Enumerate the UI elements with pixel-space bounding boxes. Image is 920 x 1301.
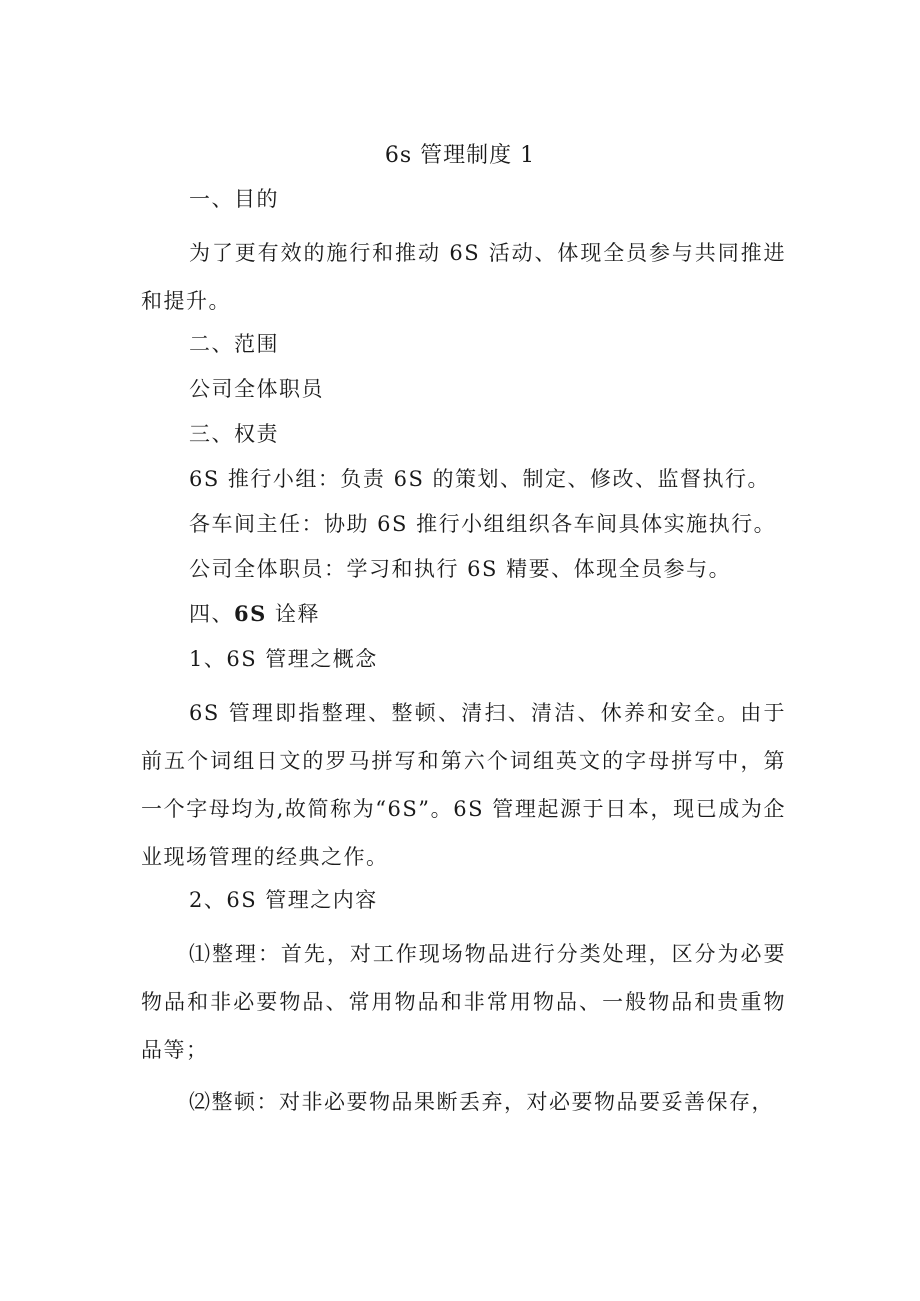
section-2-heading: 二、范围 [189,332,279,356]
section-4-sub-1-body: 6S 管理即指整理、整顿、清扫、清洁、休养和安全。由于前五个词组日文的罗马拼写和第六个词组英文的字母拼写中，第一个字母均为,故简称为“6S”。6S 管理起源于日本，现已成为企业现场管理的经典之作。 [141,701,786,869]
section-3-heading: 三、权责 [189,422,279,446]
document-body [141,184,786,1130]
section-4-sub-2-item-2: ⑵整顿：对非必要物品果断丢弃，对必要物品要妥善保存， [189,1090,774,1114]
section-4-heading-suffix: 诠释 [266,602,320,626]
section-3-item-2: 各车间主任：协助 6S 推行小组组织各车间具体实施执行。 [189,512,777,536]
document-title: 6s 管理制度 1 [384,143,536,168]
section-4-sub-2-item-1: ⑴整理：首先，对工作现场物品进行分类处理，区分为必要物品和非必要物品、常用物品和非常用物品、一般物品和贵重物品等； [141,942,786,1062]
section-4-heading-bold: 6S [234,601,267,626]
section-4-sub-1-heading: 1、6S 管理之概念 [189,647,378,671]
section-4-sub-2-heading: 2、6S 管理之内容 [189,888,378,912]
section-3-item-3: 公司全体职员：学习和执行 6S 精要、体现全员参与。 [189,557,732,581]
section-1-body: 为了更有效的施行和推动 6S 活动、体现全员参与共同推进和提升。 [141,241,786,313]
section-4-heading [141,599,786,629]
section-1-heading: 一、目的 [189,187,279,211]
section-2-body: 公司全体职员 [189,377,324,401]
section-4-heading-prefix: 四、 [189,602,234,626]
section-3-item-1: 6S 推行小组：负责 6S 的策划、制定、修改、监督执行。 [189,467,771,491]
